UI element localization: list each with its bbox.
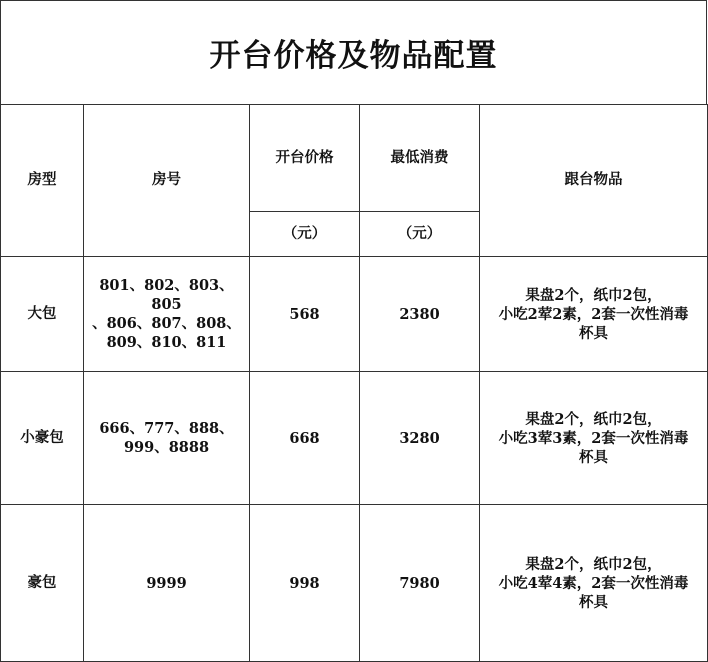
price-table <box>0 104 708 662</box>
items-line: 果盘2个，纸巾2包， <box>525 555 662 573</box>
header-items: 跟台物品 <box>480 105 708 257</box>
items-line: 小吃2荤2素，2套一次性消毒 <box>498 305 689 323</box>
items-cell <box>480 257 708 372</box>
room-numbers-cell <box>84 505 250 662</box>
room-numbers-line: 、806、807、808、 <box>92 315 241 332</box>
room-numbers-cell <box>84 372 250 505</box>
items-line: 小吃3荤3素，2套一次性消毒 <box>498 429 689 447</box>
items-line: 果盘2个，纸巾2包， <box>525 286 662 304</box>
table-row <box>1 257 708 372</box>
room-numbers-line: 666、777、888、 <box>99 420 234 437</box>
min-spend-cell: 2380 <box>360 257 480 372</box>
table-row <box>1 372 708 505</box>
items-line: 杯具 <box>579 448 608 466</box>
min-spend-cell: 3280 <box>360 372 480 505</box>
title-bar <box>0 0 707 104</box>
items-line: 果盘2个，纸巾2包， <box>525 410 662 428</box>
table-row <box>1 505 708 662</box>
header-room-type: 房型 <box>1 105 84 257</box>
header-room-no: 房号 <box>84 105 250 257</box>
room-numbers-line: 9999 <box>146 574 187 592</box>
room-numbers-cell <box>84 257 250 372</box>
open-price-cell: 998 <box>250 505 360 662</box>
header-min-spend: 最低消费 <box>360 105 480 212</box>
header-row-top <box>1 105 708 212</box>
items-cell <box>480 372 708 505</box>
page-title: 开台价格及物品配置 <box>209 38 498 74</box>
room-numbers-line: 999、8888 <box>123 439 210 456</box>
room-type-cell: 小豪包 <box>1 372 84 505</box>
min-spend-cell: 7980 <box>360 505 480 662</box>
room-type-cell: 大包 <box>1 257 84 372</box>
room-numbers-line: 801、802、803、805 <box>99 277 234 313</box>
open-price-cell: 568 <box>250 257 360 372</box>
items-line: 杯具 <box>579 324 608 342</box>
open-price-cell: 668 <box>250 372 360 505</box>
room-numbers-line: 809、810、811 <box>106 334 227 351</box>
header-open-price-unit: （元） <box>250 212 360 257</box>
items-line: 杯具 <box>579 593 608 611</box>
items-line: 小吃4荤4素，2套一次性消毒 <box>498 574 689 592</box>
header-min-spend-unit: （元） <box>360 212 480 257</box>
items-cell <box>480 505 708 662</box>
header-open-price: 开台价格 <box>250 105 360 212</box>
room-type-cell: 豪包 <box>1 505 84 662</box>
